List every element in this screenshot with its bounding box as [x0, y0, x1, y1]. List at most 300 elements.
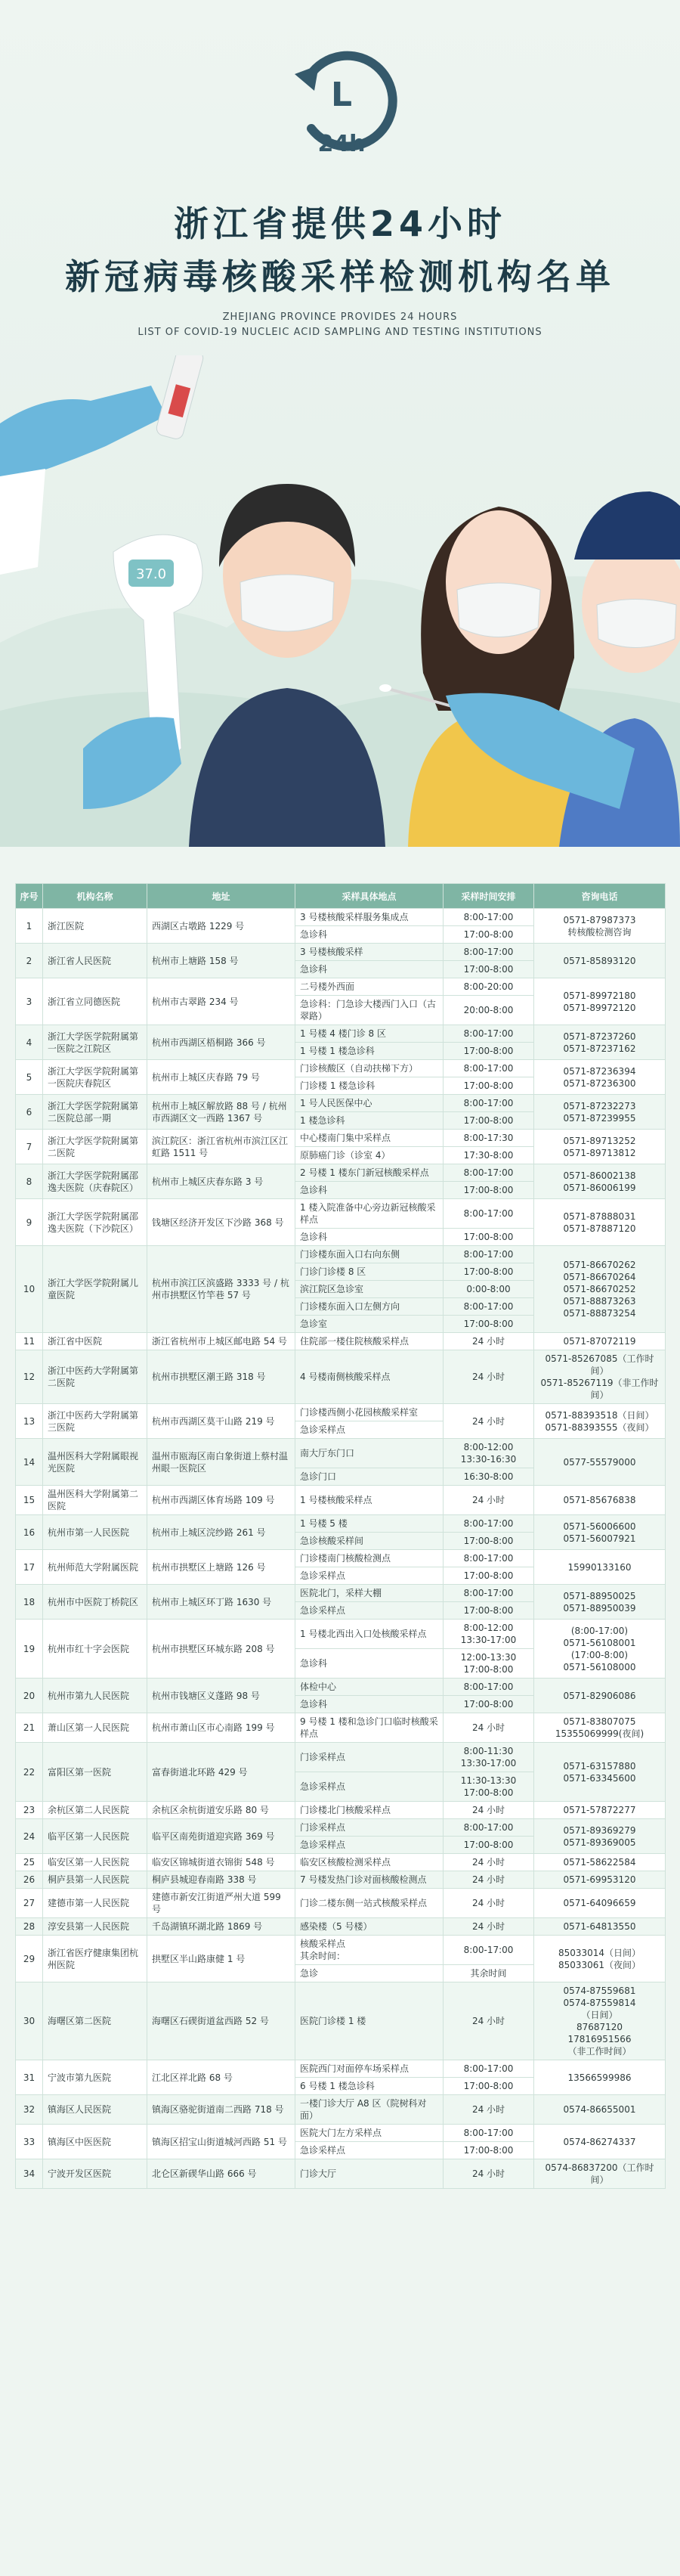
clock-24h-icon: [281, 38, 402, 159]
cell-institution-name: 浙江省立同德医院: [43, 978, 147, 1025]
cell-address: 临平区南苑街道迎宾路 369 号: [147, 1819, 295, 1854]
cell-address: 杭州市上城区庆春路 79 号: [147, 1060, 295, 1095]
cell-hours: 8:00-17:00: [444, 1679, 534, 1696]
cell-no: 32: [16, 2095, 43, 2125]
cell-sampling-site: 1 楼入院准备中心旁边新冠核酸采样点: [295, 1199, 444, 1229]
cell-phone: 0571-56006600 0571-56007921: [534, 1515, 666, 1550]
cell-phone: 0571-86002138 0571-86006199: [534, 1164, 666, 1199]
cell-hours: 17:00-8:00: [444, 961, 534, 978]
cell-hours: 24 小时: [444, 1713, 534, 1743]
cell-no: 29: [16, 1936, 43, 1982]
cell-institution-name: 浙江医院: [43, 909, 147, 944]
cell-sampling-site: 门诊楼北门核酸采样点: [295, 1802, 444, 1819]
cell-no: 22: [16, 1743, 43, 1802]
cell-institution-name: 杭州师范大学附属医院: [43, 1550, 147, 1585]
table-row: [16, 1164, 666, 1182]
cell-address: 西湖区古墩路 1229 号: [147, 909, 295, 944]
cell-no: 23: [16, 1802, 43, 1819]
cell-sampling-site: 原肺癌门诊（诊室 4）: [295, 1147, 444, 1164]
cell-sampling-site: 急诊科: [295, 1696, 444, 1713]
cell-sampling-site: 门诊二楼东侧一站式核酸采样点: [295, 1889, 444, 1918]
cell-address: 杭州市拱墅区上塘路 126 号: [147, 1550, 295, 1585]
cell-hours: 17:00-8:00: [444, 1316, 534, 1333]
table-row: [16, 1550, 666, 1567]
cell-address: 海曙区石碶街道盆西路 52 号: [147, 1982, 295, 2060]
table-row: [16, 1246, 666, 1263]
cell-phone: 85033014（日间） 85033061（夜间）: [534, 1936, 666, 1982]
cell-sampling-site: 门诊门诊楼 8 区: [295, 1263, 444, 1281]
cell-institution-name: 杭州市中医院丁桥院区: [43, 1585, 147, 1620]
cell-address: 杭州市萧山区市心南路 199 号: [147, 1713, 295, 1743]
cell-hours: 24 小时: [444, 1333, 534, 1350]
clock-letter: L: [330, 76, 353, 114]
cell-sampling-site: 中心楼南门集中采样点: [295, 1130, 444, 1147]
cell-hours: 17:00-8:00: [444, 2078, 534, 2095]
cell-institution-name: 镇海区中医医院: [43, 2125, 147, 2159]
cell-phone: 0571-89713252 0571-89713812: [534, 1130, 666, 1164]
cell-no: 18: [16, 1585, 43, 1620]
table-row: [16, 2159, 666, 2189]
cell-hours: 17:00-8:00: [444, 1229, 534, 1246]
cell-hours: 17:00-8:00: [444, 1182, 534, 1199]
cell-address: 千岛湖镇环湖北路 1869 号: [147, 1918, 295, 1936]
cell-sampling-site: 南大厅东门口: [295, 1439, 444, 1468]
cell-hours: 17:00-8:00: [444, 2142, 534, 2159]
person-girl-icon: [408, 507, 582, 847]
cell-phone: 0571-64096659: [534, 1889, 666, 1918]
table-row: [16, 2125, 666, 2142]
cell-no: 31: [16, 2060, 43, 2095]
cell-phone: 13566599986: [534, 2060, 666, 2095]
cell-no: 6: [16, 1095, 43, 1130]
cell-hours: 8:00-12:00 13:30-17:00: [444, 1620, 534, 1649]
cell-sampling-site: 急诊门口: [295, 1468, 444, 1486]
institution-table: [15, 883, 666, 2189]
cell-phone: 0571-88950025 0571-88950039: [534, 1585, 666, 1620]
column-header-site: 采样具体地点: [295, 884, 444, 909]
cell-hours: 17:00-8:00: [444, 1533, 534, 1550]
cell-sampling-site: 急诊室: [295, 1316, 444, 1333]
cell-phone: 0574-86655001: [534, 2095, 666, 2125]
cell-hours: 20:00-8:00: [444, 996, 534, 1025]
cell-hours: 8:00-17:30: [444, 1130, 534, 1147]
cell-phone: 15990133160: [534, 1550, 666, 1585]
cell-phone: 0571-58622584: [534, 1854, 666, 1871]
cell-no: 25: [16, 1854, 43, 1871]
page-title-line-1: 浙江省提供24小时: [173, 203, 506, 244]
cell-phone: 0574-87559681 0574-87559814 （日间） 87687120 17816951566 （非工作时间）: [534, 1982, 666, 2060]
cell-institution-name: 杭州市红十字会医院: [43, 1620, 147, 1679]
cell-address: 临安区锦城街道衣锦街 548 号: [147, 1854, 295, 1871]
cell-address: 滨江院区：浙江省杭州市滨江区江虹路 1511 号: [147, 1130, 295, 1164]
cell-address: 杭州市西湖区莫干山路 219 号: [147, 1404, 295, 1439]
cell-no: 20: [16, 1679, 43, 1713]
cell-no: 9: [16, 1199, 43, 1246]
cell-institution-name: 余杭区第二人民医院: [43, 1802, 147, 1819]
cell-hours: 24 小时: [444, 1802, 534, 1819]
cell-hours: 8:00-17:00: [444, 1585, 534, 1602]
cell-address: 杭州市古翠路 234 号: [147, 978, 295, 1025]
cell-address: 杭州市西湖区梧桐路 366 号: [147, 1025, 295, 1060]
table-row: [16, 1333, 666, 1350]
cell-no: 5: [16, 1060, 43, 1095]
table-row: [16, 1819, 666, 1837]
cell-sampling-site: 门诊楼 1 楼急诊科: [295, 1077, 444, 1095]
cell-no: 30: [16, 1982, 43, 2060]
cell-hours: 8:00-12:00 13:30-16:30: [444, 1439, 534, 1468]
cell-no: 15: [16, 1486, 43, 1515]
cell-institution-name: 建德市第一人民医院: [43, 1889, 147, 1918]
table-row: [16, 944, 666, 961]
cell-phone: 0571-87237260 0571-87237162: [534, 1025, 666, 1060]
cell-hours: 17:30-8:00: [444, 1147, 534, 1164]
cell-sampling-site: 住院部一楼住院核酸采样点: [295, 1333, 444, 1350]
cell-sampling-site: 门诊楼东面入口左侧方向: [295, 1298, 444, 1316]
cell-hours: 8:00-17:00: [444, 1246, 534, 1263]
cell-institution-name: 浙江大学医学院附属邵逸夫医院（下沙院区）: [43, 1199, 147, 1246]
cell-no: 24: [16, 1819, 43, 1854]
cell-hours: 8:00-17:00: [444, 1936, 534, 1965]
cell-phone: 0571-69953120: [534, 1871, 666, 1889]
cell-no: 34: [16, 2159, 43, 2189]
cell-sampling-site: 门诊核酸区（自动扶梯下方）: [295, 1060, 444, 1077]
cell-hours: 8:00-17:00: [444, 1298, 534, 1316]
table-row: [16, 1854, 666, 1871]
page-title-line-2: 新冠病毒核酸采样检测机构名单: [65, 256, 615, 297]
cell-sampling-site: 急诊采样点: [295, 1602, 444, 1620]
cell-sampling-site: 医院北门，采样大棚: [295, 1585, 444, 1602]
cell-hours: 8:00-17:00: [444, 2125, 534, 2142]
cell-hours: 24 小时: [444, 1982, 534, 2060]
cell-institution-name: 宁波市第九医院: [43, 2060, 147, 2095]
cell-hours: 12:00-13:30 17:00-8:00: [444, 1649, 534, 1679]
cell-hours: 24 小时: [444, 1486, 534, 1515]
cell-no: 8: [16, 1164, 43, 1199]
cell-phone: 0571-87987373 转核酸检测咨询: [534, 909, 666, 944]
cell-sampling-site: 3 号楼核酸采样: [295, 944, 444, 961]
cell-no: 2: [16, 944, 43, 978]
cell-hours: 24 小时: [444, 1854, 534, 1871]
cell-sampling-site: 急诊科: [295, 1229, 444, 1246]
table-row: [16, 1515, 666, 1533]
table-row: [16, 1585, 666, 1602]
table-row: [16, 1060, 666, 1077]
cell-address: 富春街道北环路 429 号: [147, 1743, 295, 1802]
table-row: [16, 1743, 666, 1772]
table-row: [16, 1871, 666, 1889]
cell-no: 10: [16, 1246, 43, 1333]
cell-sampling-site: 1 号楼 1 楼急诊科: [295, 1043, 444, 1060]
cell-institution-name: 萧山区第一人民医院: [43, 1713, 147, 1743]
cell-address: 杭州市上城区庆春东路 3 号: [147, 1164, 295, 1199]
cell-sampling-site: 感染楼（5 号楼）: [295, 1918, 444, 1936]
cell-institution-name: 宁波开发区医院: [43, 2159, 147, 2189]
cell-hours: 8:00-17:00: [444, 944, 534, 961]
cell-sampling-site: 1 号楼 5 楼: [295, 1515, 444, 1533]
cell-phone: 0571-57872277: [534, 1802, 666, 1819]
cell-sampling-site: 医院门诊楼 1 楼: [295, 1982, 444, 2060]
cell-institution-name: 浙江大学医学院附属邵逸夫医院（庆春院区）: [43, 1164, 147, 1199]
cell-phone: 0571-87236394 0571-87236300: [534, 1060, 666, 1095]
cell-hours: 24 小时: [444, 2159, 534, 2189]
cell-phone: 0571-89972180 0571-89972120: [534, 978, 666, 1025]
cell-institution-name: 温州医科大学附属第二医院: [43, 1486, 147, 1515]
cell-address: 杭州市滨江区滨盛路 3333 号 / 杭州市拱墅区竹竿巷 57 号: [147, 1246, 295, 1333]
cell-hours: 16:30-8:00: [444, 1468, 534, 1486]
cell-sampling-site: 门诊采样点: [295, 1743, 444, 1772]
cell-hours: 8:00-11:30 13:30-17:00: [444, 1743, 534, 1772]
cell-sampling-site: 急诊核酸采样间: [295, 1533, 444, 1550]
cell-address: 江北区祥北路 68 号: [147, 2060, 295, 2095]
cell-institution-name: 杭州市第九人民医院: [43, 1679, 147, 1713]
cell-phone: 0571-64813550: [534, 1918, 666, 1936]
cell-institution-name: 浙江大学医学院附属第二医院: [43, 1130, 147, 1164]
institution-table-container: [15, 883, 665, 2189]
cell-no: 33: [16, 2125, 43, 2159]
cell-hours: 17:00-8:00: [444, 1602, 534, 1620]
cell-no: 13: [16, 1404, 43, 1439]
cell-sampling-site: 医院西门对面停车场采样点: [295, 2060, 444, 2078]
cell-institution-name: 浙江省人民医院: [43, 944, 147, 978]
cell-sampling-site: 9 号楼 1 楼和急诊门口临时核酸采样点: [295, 1713, 444, 1743]
english-subtitle-line-1: ZHEJIANG PROVINCE PROVIDES 24 HOURS: [222, 312, 458, 323]
cell-phone: 0571-87072119: [534, 1333, 666, 1350]
cell-sampling-site: 6 号楼 1 楼急诊科: [295, 2078, 444, 2095]
cell-sampling-site: 门诊楼西侧小花园核酸采样室: [295, 1404, 444, 1421]
table-row: [16, 1802, 666, 1819]
cell-hours: 17:00-8:00: [444, 1837, 534, 1854]
table-row: [16, 1620, 666, 1649]
cell-hours: 24 小时: [444, 1918, 534, 1936]
cell-address: 镇海区骆驼街道南二西路 718 号: [147, 2095, 295, 2125]
column-header-name: 机构名称: [43, 884, 147, 909]
cell-hours: 24 小时: [444, 1404, 534, 1439]
cell-address: 钱塘区经济开发区下沙路 368 号: [147, 1199, 295, 1246]
cell-address: 杭州市拱墅区潮王路 318 号: [147, 1350, 295, 1404]
cell-hours: 17:00-8:00: [444, 1043, 534, 1060]
clock-label: 24h: [317, 131, 366, 157]
cell-phone: (8:00-17:00) 0571-56108001 (17:00-8:00) 0571-56108000: [534, 1620, 666, 1679]
cell-institution-name: 桐庐县第一人民医院: [43, 1871, 147, 1889]
cell-phone: 0571-82906086: [534, 1679, 666, 1713]
column-header-hours: 采样时间安排: [444, 884, 534, 909]
cell-hours: 8:00-17:00: [444, 1550, 534, 1567]
cell-address: 杭州市上城区环丁路 1630 号: [147, 1585, 295, 1620]
cell-sampling-site: 急诊科: [295, 1182, 444, 1199]
table-row: [16, 1918, 666, 1936]
cell-institution-name: 浙江大学医学院附属第二医院总部一期: [43, 1095, 147, 1130]
cell-hours: 24 小时: [444, 2095, 534, 2125]
table-header-row: [16, 884, 666, 909]
cell-hours: 8:00-17:00: [444, 1199, 534, 1229]
cell-phone: 0571-85267085（工作时间） 0571-85267119（非工作时间）: [534, 1350, 666, 1404]
cell-phone: 0577-55579000: [534, 1439, 666, 1486]
cell-no: 7: [16, 1130, 43, 1164]
cell-hours: 8:00-17:00: [444, 1095, 534, 1112]
cell-hours: 8:00-17:00: [444, 1819, 534, 1837]
cell-institution-name: 富阳区第一医院: [43, 1743, 147, 1802]
cell-sampling-site: 急诊采样点: [295, 1837, 444, 1854]
cell-sampling-site: 2 号楼 1 楼东门新冠核酸采样点: [295, 1164, 444, 1182]
cell-no: 26: [16, 1871, 43, 1889]
cell-institution-name: 浙江大学医学院附属儿童医院: [43, 1246, 147, 1333]
table-row: [16, 1199, 666, 1229]
cell-phone: 0571-89369279 0571-89369005: [534, 1819, 666, 1854]
cell-hours: 24 小时: [444, 1350, 534, 1404]
cell-sampling-site: 急诊科: [295, 1649, 444, 1679]
cell-institution-name: 海曙区第二医院: [43, 1982, 147, 2060]
table-row: [16, 1982, 666, 2060]
cell-institution-name: 浙江中医药大学附属第三医院: [43, 1404, 147, 1439]
cell-hours: 24 小时: [444, 1889, 534, 1918]
cell-sampling-site: 1 号楼北西出入口处核酸采样点: [295, 1620, 444, 1649]
cell-phone: 0571-88393518（日间） 0571-88393555（夜间）: [534, 1404, 666, 1439]
cell-hours: 8:00-17:00: [444, 1164, 534, 1182]
cell-address: 北仑区新碶华山路 666 号: [147, 2159, 295, 2189]
cell-no: 3: [16, 978, 43, 1025]
cell-institution-name: 温州医科大学附属眼视光医院: [43, 1439, 147, 1486]
cell-sampling-site: 急诊: [295, 1965, 444, 1982]
table-row: [16, 1679, 666, 1696]
english-subtitle-line-2: LIST OF COVID-19 NUCLEIC ACID SAMPLING AND TESTING INSTITUTIONS: [138, 327, 542, 338]
cell-sampling-site: 门诊大厅: [295, 2159, 444, 2189]
cell-phone: 0571-83807075 15355069999(夜间): [534, 1713, 666, 1743]
cell-hours: 17:00-8:00: [444, 1567, 534, 1585]
cell-sampling-site: 门诊楼东面入口右向东侧: [295, 1246, 444, 1263]
table-row: [16, 1439, 666, 1468]
cell-address: 镇海区招宝山街道城河西路 51 号: [147, 2125, 295, 2159]
cell-hours: 其余时间: [444, 1965, 534, 1982]
cell-institution-name: 杭州市第一人民医院: [43, 1515, 147, 1550]
cell-institution-name: 镇海区人民医院: [43, 2095, 147, 2125]
table-row: [16, 1095, 666, 1112]
cell-hours: 17:00-8:00: [444, 1112, 534, 1130]
cell-sampling-site: 体检中心: [295, 1679, 444, 1696]
cell-sampling-site: 1 号楼 4 楼门诊 8 区: [295, 1025, 444, 1043]
cell-institution-name: 浙江大学医学院附属第一医院庆春院区: [43, 1060, 147, 1095]
column-header-phone: 咨询电话: [534, 884, 666, 909]
cell-sampling-site: 3 号楼核酸采样服务集成点: [295, 909, 444, 926]
cell-no: 17: [16, 1550, 43, 1585]
table-row: [16, 1130, 666, 1147]
cell-no: 21: [16, 1713, 43, 1743]
cell-address: 桐庐县城迎春南路 338 号: [147, 1871, 295, 1889]
cell-phone: 0571-63157880 0571-63345600: [534, 1743, 666, 1802]
cell-address: 杭州市上城区解放路 88 号 / 杭州市西湖区文一西路 1367 号: [147, 1095, 295, 1130]
table-row: [16, 1936, 666, 1965]
illustration: [0, 355, 680, 847]
cell-sampling-site: 急诊科: [295, 961, 444, 978]
table-row: [16, 1713, 666, 1743]
cell-institution-name: 浙江省中医院: [43, 1333, 147, 1350]
cell-sampling-site: 急诊科：门急诊大楼西门入口（古翠路）: [295, 996, 444, 1025]
cell-no: 19: [16, 1620, 43, 1679]
cell-institution-name: 临安区第一人民医院: [43, 1854, 147, 1871]
cell-hours: 8:00-17:00: [444, 1515, 534, 1533]
cell-address: 杭州市上塘路 158 号: [147, 944, 295, 978]
cell-no: 12: [16, 1350, 43, 1404]
cell-hours: 17:00-8:00: [444, 1696, 534, 1713]
cell-address: 建德市新安江街道严州大道 599 号: [147, 1889, 295, 1918]
cell-phone: 0571-85893120: [534, 944, 666, 978]
cell-sampling-site: 门诊楼南门核酸检测点: [295, 1550, 444, 1567]
cell-address: 杭州市上城区浣纱路 261 号: [147, 1515, 295, 1550]
table-row: [16, 1025, 666, 1043]
table-row: [16, 1404, 666, 1421]
cell-hours: 8:00-17:00: [444, 1060, 534, 1077]
table-body: [16, 909, 666, 2189]
cell-address: 浙江省杭州市上城区邮电路 54 号: [147, 1333, 295, 1350]
cell-hours: 8:00-17:00: [444, 909, 534, 926]
cell-sampling-site: 二号楼外西面: [295, 978, 444, 996]
cell-sampling-site: 7 号楼发热门诊对面核酸检测点: [295, 1871, 444, 1889]
cell-sampling-site: 医院大门左方采样点: [295, 2125, 444, 2142]
cell-address: 温州市瓯海区南白象街道上蔡村温州眼一医院区: [147, 1439, 295, 1486]
cell-sampling-site: 1 号人民医保中心: [295, 1095, 444, 1112]
cell-sampling-site: 急诊采样点: [295, 1567, 444, 1585]
table-row: [16, 2095, 666, 2125]
table-row: [16, 978, 666, 996]
thermometer-reading: 37.0: [135, 566, 167, 582]
cell-hours: 0:00-8:00: [444, 1281, 534, 1298]
cell-phone: 0571-87232273 0571-87239955: [534, 1095, 666, 1130]
cell-no: 14: [16, 1439, 43, 1486]
cell-sampling-site: 1 楼急诊科: [295, 1112, 444, 1130]
cell-sampling-site: 4 号楼南侧核酸采样点: [295, 1350, 444, 1404]
cell-no: 4: [16, 1025, 43, 1060]
cell-hours: 8:00-17:00: [444, 2060, 534, 2078]
cell-address: 拱墅区半山路康健 1 号: [147, 1936, 295, 1982]
cell-no: 28: [16, 1918, 43, 1936]
table-row: [16, 2060, 666, 2078]
cell-hours: 8:00-20:00: [444, 978, 534, 996]
cell-sampling-site: 核酸采样点 其余时间：: [295, 1936, 444, 1965]
cell-no: 11: [16, 1333, 43, 1350]
cell-phone: 0574-86837200（工作时间）: [534, 2159, 666, 2189]
cell-sampling-site: 急诊采样点: [295, 1772, 444, 1802]
cell-phone: 0574-86274337: [534, 2125, 666, 2159]
cell-hours: 17:00-8:00: [444, 926, 534, 944]
cell-sampling-site: 急诊采样点: [295, 1421, 444, 1439]
table-row: [16, 1350, 666, 1404]
column-header-no: 序号: [16, 884, 43, 909]
cell-institution-name: 浙江大学医学院附属第一医院之江院区: [43, 1025, 147, 1060]
cell-sampling-site: 急诊科: [295, 926, 444, 944]
cell-phone: 0571-85676838: [534, 1486, 666, 1515]
table-row: [16, 909, 666, 926]
cell-sampling-site: 门诊采样点: [295, 1819, 444, 1837]
cell-phone: 0571-87888031 0571-87887120: [534, 1199, 666, 1246]
table-row: [16, 1889, 666, 1918]
cell-hours: 24 小时: [444, 1871, 534, 1889]
cell-hours: 17:00-8:00: [444, 1077, 534, 1095]
cell-hours: 11:30-13:30 17:00-8:00: [444, 1772, 534, 1802]
cell-hours: 8:00-17:00: [444, 1025, 534, 1043]
cell-hours: 17:00-8:00: [444, 1263, 534, 1281]
cell-address: 余杭区余杭街道安乐路 80 号: [147, 1802, 295, 1819]
cell-sampling-site: 1 号楼核酸采样点: [295, 1486, 444, 1515]
cell-no: 16: [16, 1515, 43, 1550]
cell-no: 27: [16, 1889, 43, 1918]
cell-institution-name: 浙江中医药大学附属第二医院: [43, 1350, 147, 1404]
cell-sampling-site: 临安区核酸检测采样点: [295, 1854, 444, 1871]
header-banner: [0, 0, 680, 847]
cell-address: 杭州市西湖区体育场路 109 号: [147, 1486, 295, 1515]
cell-sampling-site: 滨江院区急诊室: [295, 1281, 444, 1298]
cell-phone: 0571-86670262 0571-86670264 0571-86670252 0571-88873263 0571-88873254: [534, 1246, 666, 1333]
table-row: [16, 1486, 666, 1515]
cell-address: 杭州市钱塘区义蓬路 98 号: [147, 1679, 295, 1713]
